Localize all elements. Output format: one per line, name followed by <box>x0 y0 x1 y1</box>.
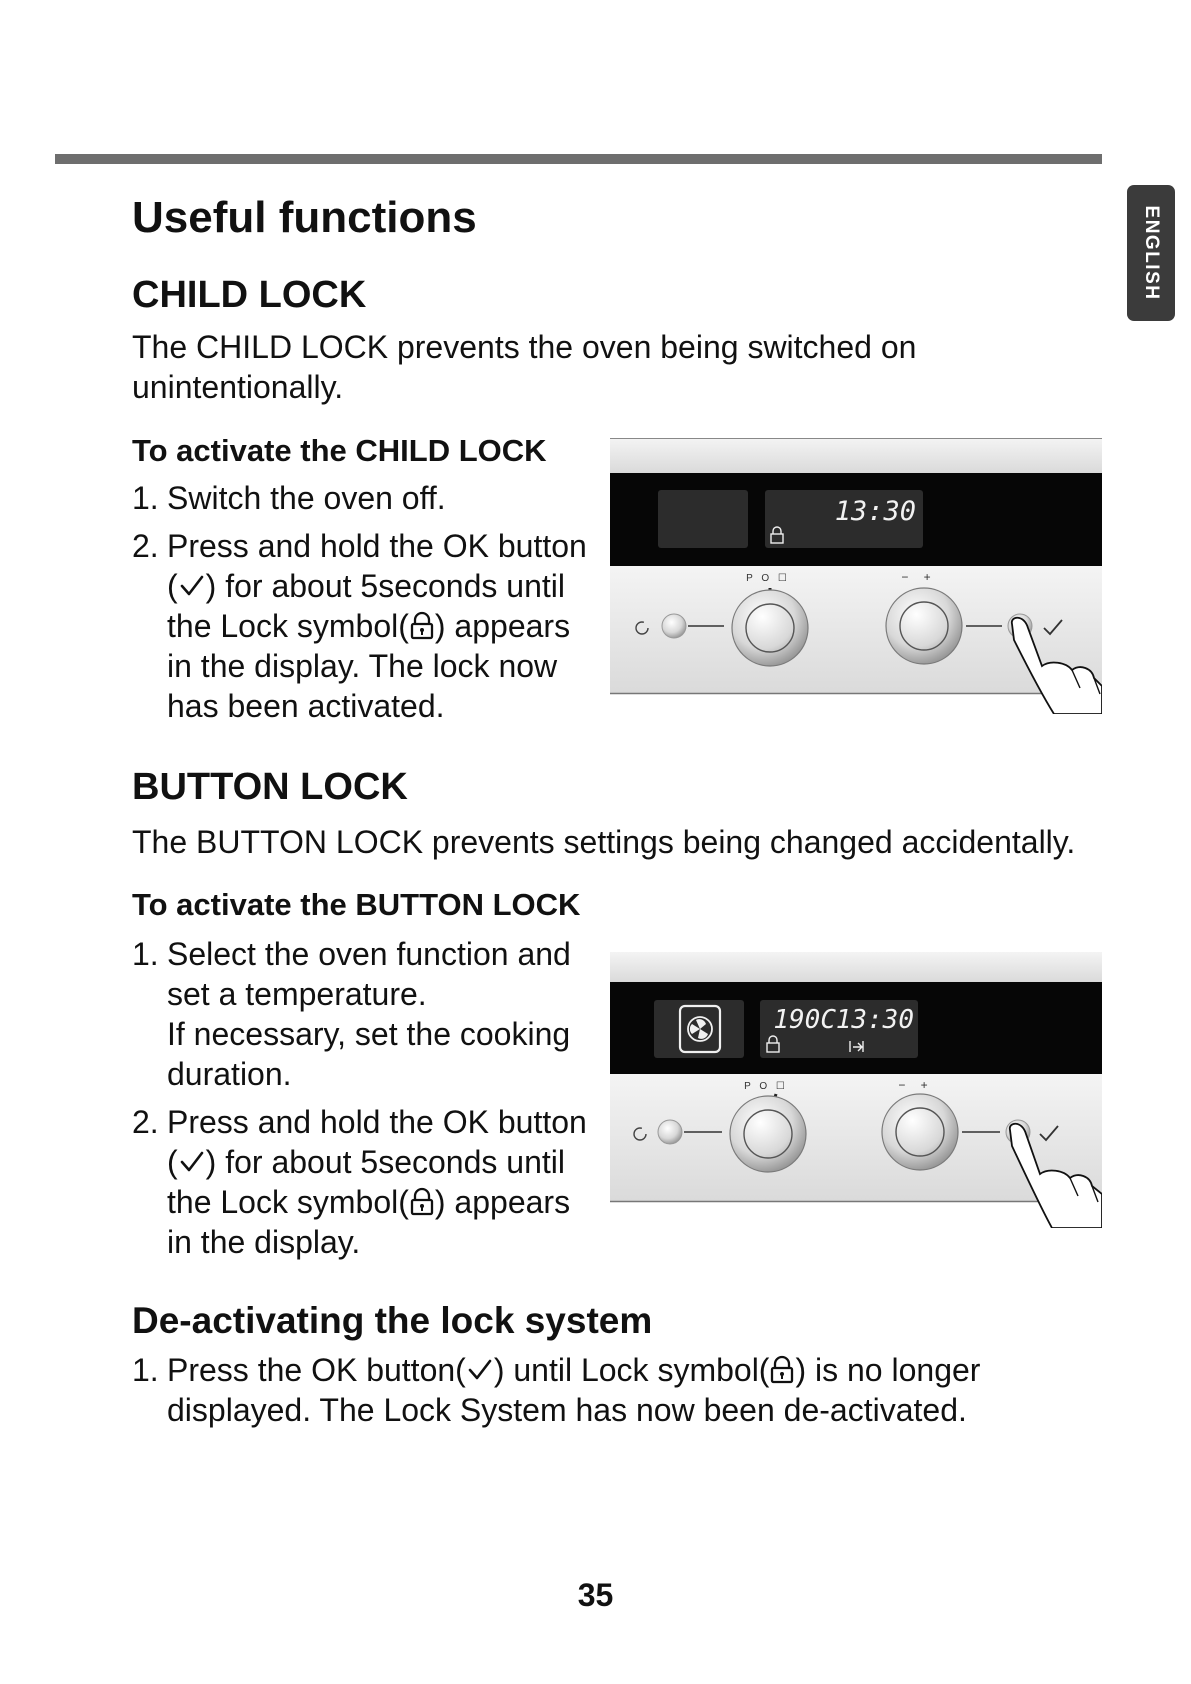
display-time: 13:30 <box>834 496 916 527</box>
step-text: Select the oven function and set a temperature. <box>167 936 571 1012</box>
button-lock-subheading: To activate the BUTTON LOCK <box>132 887 581 922</box>
check-icon <box>466 1355 494 1385</box>
display-temp: 190C <box>773 1005 836 1035</box>
list-item <box>132 478 602 518</box>
deactivate-heading: De-activating the lock system <box>132 1300 653 1341</box>
small-button <box>658 1120 682 1144</box>
step-text: If necessary, set the cooking duration. <box>167 1016 571 1092</box>
step-text-part: ) appears in the display. The lock now has been activated. <box>167 608 571 724</box>
lock-icon <box>409 611 435 641</box>
step-text-part: ) is no longer displayed. The Lock System has now been de-activated. <box>167 1352 981 1428</box>
language-label: ENGLISH <box>1141 205 1162 301</box>
left-knob-marks: P O ☐ <box>746 573 790 584</box>
adjust-knob <box>886 588 962 664</box>
small-button <box>662 614 686 638</box>
page-title: Useful functions <box>132 193 477 242</box>
display-time: 13:30 <box>835 1005 914 1035</box>
step-text: Switch the oven off. <box>167 480 446 516</box>
step-text-part: Press and hold the OK button ( <box>167 528 587 604</box>
function-knob <box>732 590 808 666</box>
deactivate-steps <box>132 1350 1032 1438</box>
right-knob-marks: − + <box>901 570 937 584</box>
panel-top-strip <box>610 952 1102 982</box>
child-lock-illustration <box>610 438 1102 714</box>
adjust-knob <box>882 1094 958 1170</box>
step-number: 1. <box>132 1352 159 1388</box>
check-icon <box>178 571 206 601</box>
child-lock-subheading: To activate the CHILD LOCK <box>132 433 547 468</box>
step-number: 2. <box>132 1104 159 1140</box>
function-knob <box>730 1096 806 1172</box>
button-lock-intro: The BUTTON LOCK prevents settings being changed accidentally. <box>132 824 1076 860</box>
button-lock-illustration <box>610 952 1102 1228</box>
step-text-part: ) until Lock symbol( <box>493 1352 770 1388</box>
list-item <box>132 1102 602 1262</box>
step-text-part: Press the OK button( <box>167 1352 466 1388</box>
list-item <box>132 1350 1032 1430</box>
button-lock-heading: BUTTON LOCK <box>132 766 408 808</box>
child-lock-steps <box>132 478 602 734</box>
child-lock-intro: The CHILD LOCK prevents the oven being switched on unintentionally. <box>132 329 917 405</box>
child-lock-heading: CHILD LOCK <box>132 274 367 316</box>
top-rule <box>55 154 1102 164</box>
button-lock-steps <box>132 934 602 1270</box>
panel-top-strip <box>610 438 1102 473</box>
step-text-part: ) for about 5seconds until the Lock symbol( <box>167 1144 565 1220</box>
language-tab <box>1127 185 1175 321</box>
step-number: 1. <box>132 480 159 516</box>
right-knob-marks: − + <box>898 1078 934 1092</box>
step-number: 2. <box>132 528 159 564</box>
list-item <box>132 934 602 1094</box>
lock-icon <box>769 1355 795 1385</box>
step-text-part: ) appears in the display. <box>167 1184 571 1260</box>
lock-icon <box>409 1187 435 1217</box>
step-number: 1. <box>132 936 159 972</box>
step-text-part: ) for about 5seconds until the Lock symbol( <box>167 568 565 644</box>
left-knob-marks: P O ☐ <box>744 1081 788 1092</box>
step-text-part: Press and hold the OK button ( <box>167 1104 587 1180</box>
page-number: 35 <box>577 1577 614 1613</box>
display-window-left <box>658 490 748 548</box>
check-icon <box>178 1147 206 1177</box>
list-item <box>132 526 602 726</box>
